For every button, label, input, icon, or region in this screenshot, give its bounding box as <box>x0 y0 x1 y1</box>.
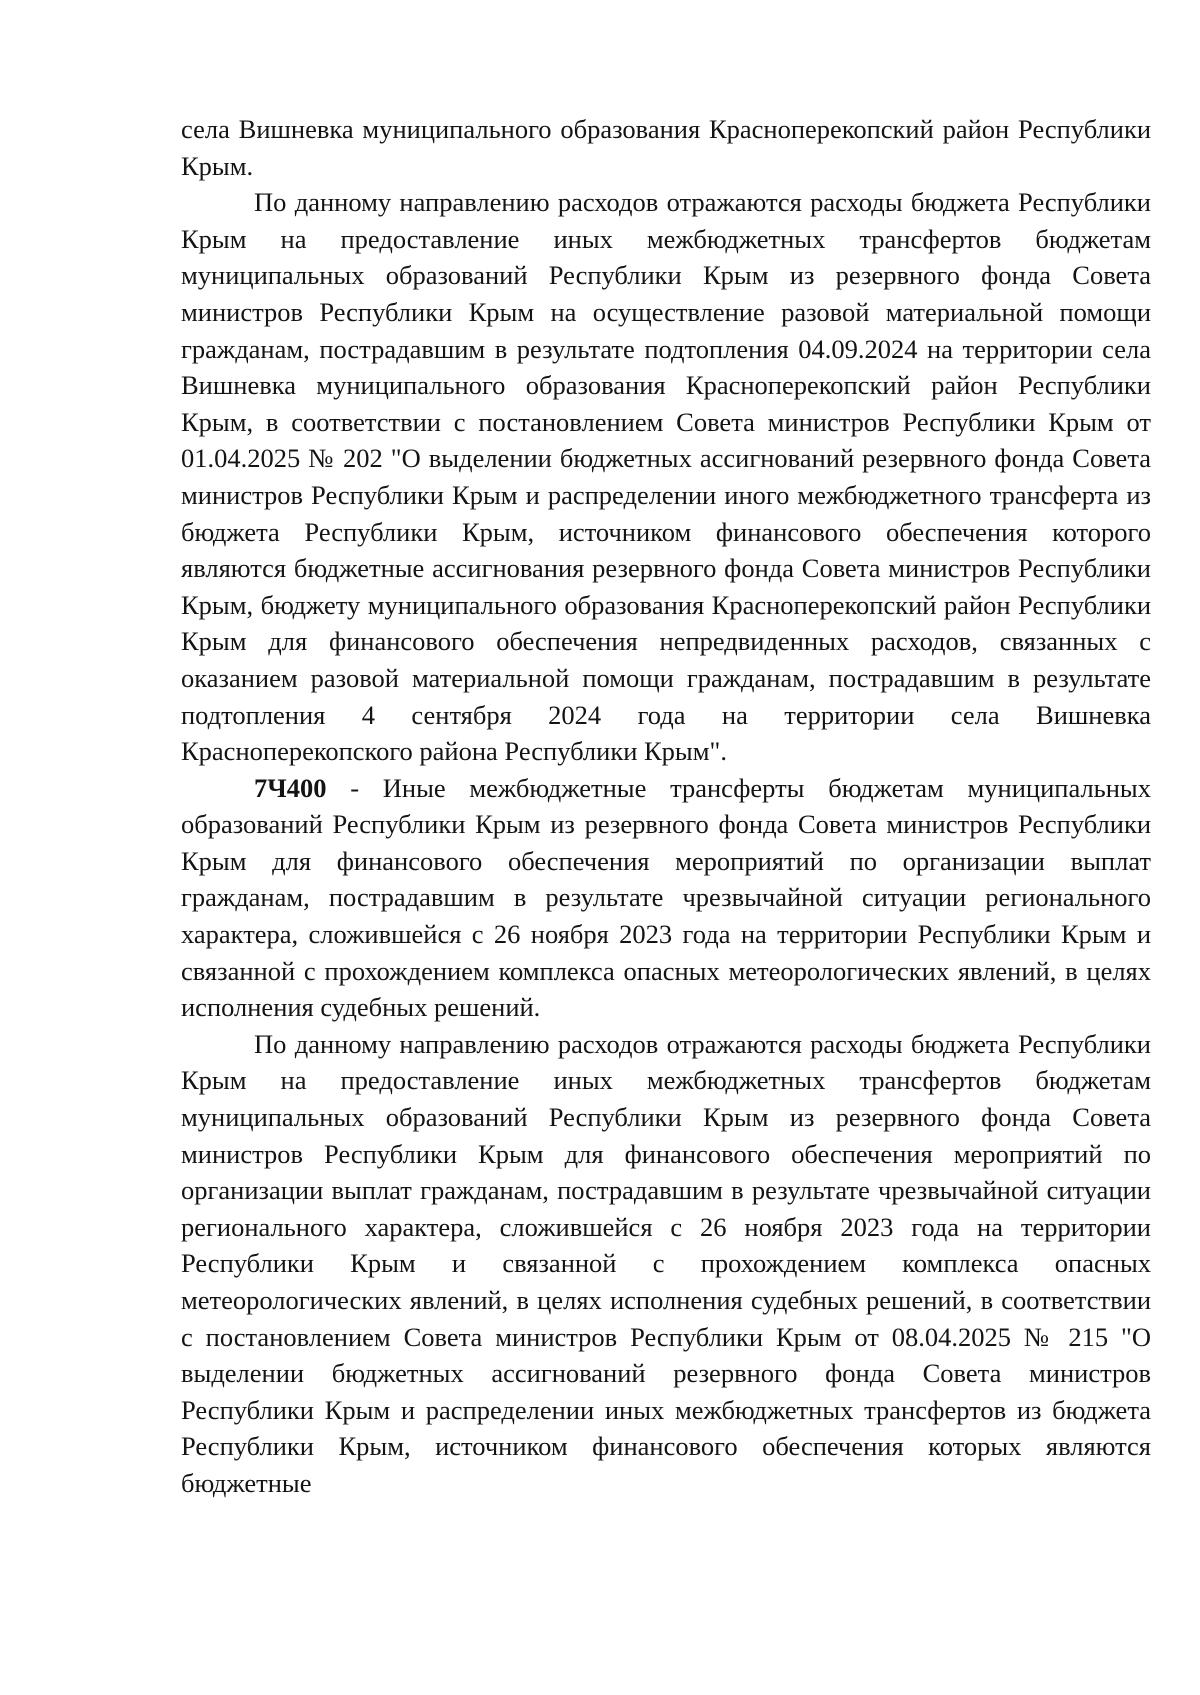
expense-code-description: - Иные межбюджетные трансферты бюджетам муниципальных образований Республики Крым из резервного фонда Совета министров Республики Крым для финансового обеспечения мероприятий по организации выплат гражданам, пострадавшим в результате чрезвычайной ситуации регионального характера, сложившейся с 26 ноября 2023 года на территории Республики Крым и связанной с прохождением комплекса опасных метеорологических явлений, в целях исполнения судебных решений. <box>181 772 1151 1023</box>
paragraph-expense-code-7ch400 <box>181 770 1151 1026</box>
paragraph-expense-description-1: По данному направлению расходов отражаются расходы бюджета Республики Крым на предоставление иных межбюджетных трансфертов бюджетам муниципальных образований Республики Крым из резервного фонда Совета министров Республики Крым на осуществление разовой материальной помощи гражданам, пострадавшим в результате подтопления 04.09.2024 на территории села Вишневка муниципального образования Красноперекопский район Республики Крым, в соответствии с постановлением Совета министров Республики Крым от 01.04.2025 № 202 "О выделении бюджетных ассигнований резервного фонда Совета министров Республики Крым и распределении иного межбюджетного трансферта из бюджета Республики Крым, источником финансового обеспечения которого являются бюджетные ассигнования резервного фонда Совета министров Республики Крым, бюджету муниципального образования Красноперекопский район Республики Крым для финансового обеспечения непредвиденных расходов, связанных с оказанием разовой материальной помощи гражданам, пострадавшим в результате подтопления 4 сентября 2024 года на территории села Вишневка Красноперекопского района Республики Крым". <box>181 187 1151 767</box>
paragraph-continuation: села Вишневка муниципального образования Красноперекопский район Республики Крым. <box>181 114 1151 181</box>
expense-code: 7Ч400 <box>254 772 327 803</box>
paragraph-expense-description-2: По данному направлению расходов отражаются расходы бюджета Республики Крым на предоставление иных межбюджетных трансфертов бюджетам муниципальных образований Республики Крым из резервного фонда Совета министров Республики Крым для финансового обеспечения мероприятий по организации выплат гражданам, пострадавшим в результате чрезвычайной ситуации регионального характера, сложившейся с 26 ноября 2023 года на территории Республики Крым и связанной с прохождением комплекса опасных метеорологических явлений, в целях исполнения судебных решений, в соответствии с постановлением Совета министров Республики Крым от 08.04.2025 № 215 "О выделении бюджетных ассигнований резервного фонда Совета министров Республики Крым и распределении иных межбюджетных трансфертов из бюджета Республики Крым, источником финансового обеспечения которых являются бюджетные <box>181 1028 1151 1498</box>
document-body <box>181 111 1151 1502</box>
